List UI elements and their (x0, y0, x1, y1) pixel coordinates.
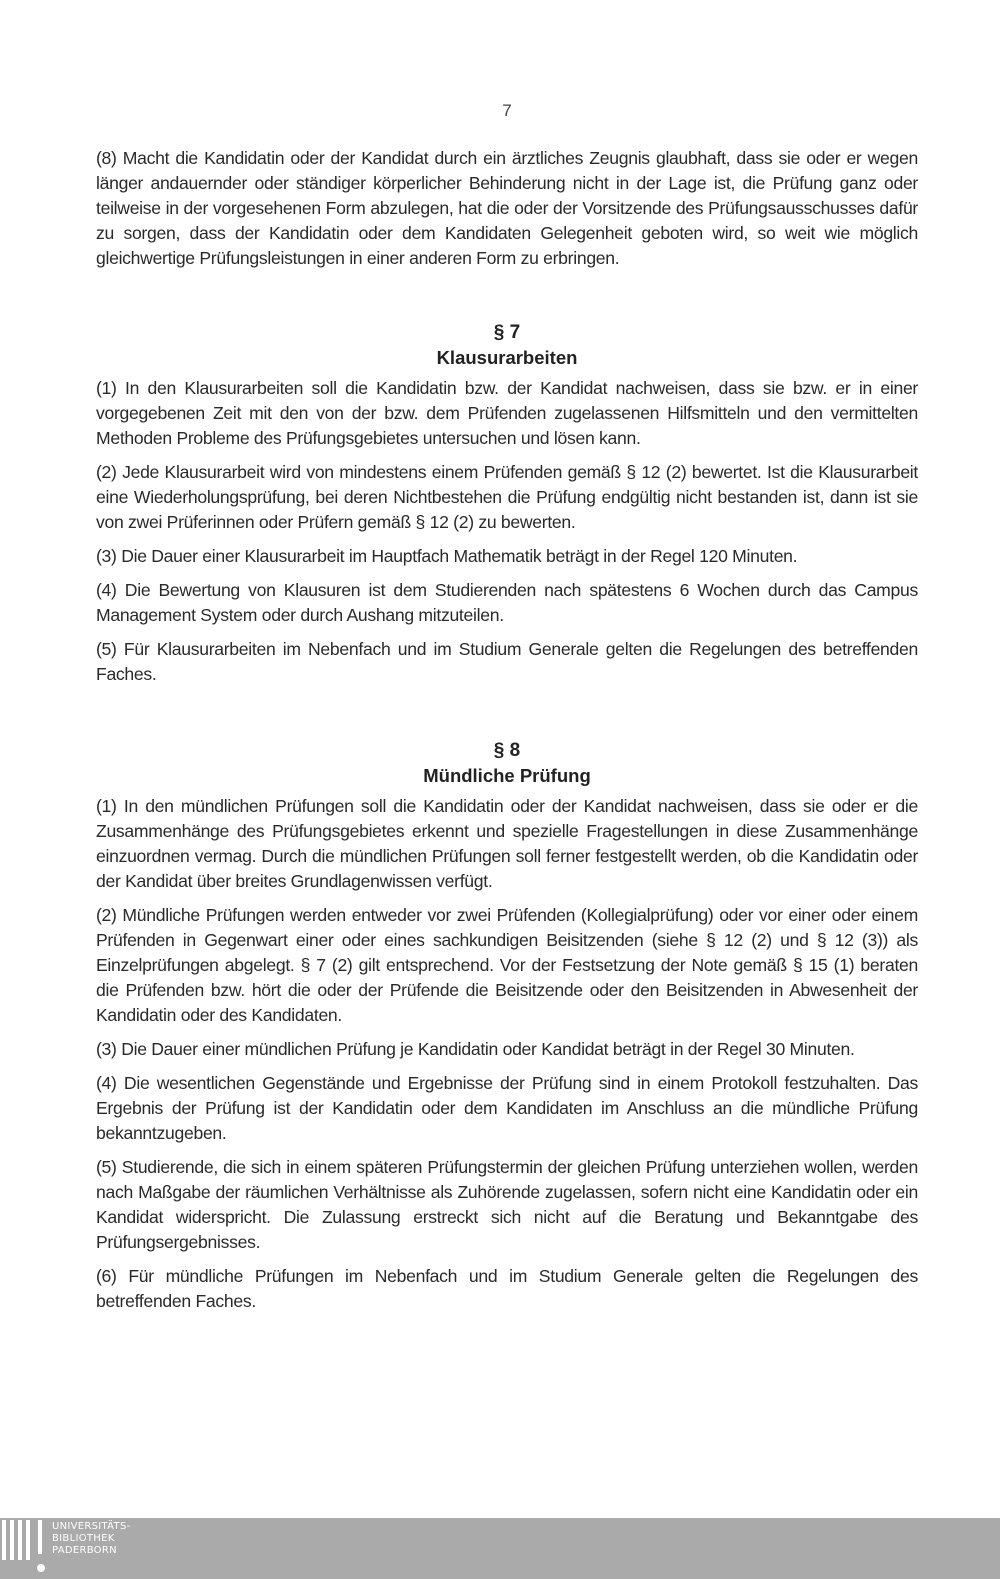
document-body (96, 146, 918, 1323)
section-heading (96, 738, 918, 788)
logo-line: PADERBORN (52, 1545, 117, 1556)
library-logo (0, 1518, 131, 1579)
library-logo-icon (0, 1518, 48, 1579)
logo-line: UNIVERSITÄTS- (52, 1521, 131, 1532)
paragraph-8-3: (3) Die Dauer einer mündlichen Prüfung je Kandidatin oder Kandidat beträgt in der Regel 30 Minuten. (96, 1039, 855, 1059)
paragraph-7-2: (2) Jede Klausurarbeit wird von mindestens einem Prüfenden gemäß § 12 (2) bewertet. Ist die Klausurarbeit eine Wiederholungsprüfung, bei deren Nichtbestehen die Prüfung endgültig nicht bestanden ist, dann ist sie von zwei Prüferinnen oder Prüfern gemäß § 12 (2) zu bewerten. (96, 462, 918, 532)
paragraph-8-6: (6) Für mündliche Prüfungen im Nebenfach und im Studium Generale gelten die Regelungen des betreffenden Faches. (96, 1266, 918, 1311)
paragraph-6-8: (8) Macht die Kandidatin oder der Kandidat durch ein ärztliches Zeugnis glaubhaft, dass sie oder er wegen länger andauernder oder ständiger körperlicher Behinderung nicht in der Lage ist, die Prüfung ganz oder teilweise in der vorgesehenen Form abzulegen, hat die oder der Vorsitzende des Prüfungsausschusses dafür zu sorgen, dass der Kandidatin oder dem Kandidaten Gelegenheit geboten wird, so weit wie möglich gleichwertige Prüfungsleistungen in einer anderen Form zu erbringen. (96, 148, 918, 268)
section-title: Klausurarbeiten (436, 347, 578, 368)
section-number: § 8 (493, 740, 521, 761)
section-7 (96, 320, 918, 687)
section-title: Mündliche Prüfung (423, 765, 591, 786)
footer-bar (0, 1518, 1000, 1579)
paragraph-8-1: (1) In den mündlichen Prüfungen soll die Kandidatin oder der Kandidat nachweisen, dass sie oder er die Zusammenhänge des Prüfungsgebietes erkennt und spezielle Fragestellungen in diese Zusammenhänge einzuordnen vermag. Durch die mündlichen Prüfungen soll ferner festgestellt werden, ob die Kandidatin oder der Kandidat über breites Grundlagenwissen verfügt. (96, 796, 918, 891)
section-8 (96, 738, 918, 1314)
section-heading (96, 320, 918, 370)
paragraph-7-4: (4) Die Bewertung von Klausuren ist dem Studierenden nach spätestens 6 Wochen durch das Campus Management System oder durch Aushang mitzuteilen. (96, 580, 918, 625)
paragraph-8-2: (2) Mündliche Prüfungen werden entweder vor zwei Prüfenden (Kollegialprüfung) oder vor einer oder einem Prüfenden in Gegenwart einer oder eines sachkundigen Beisitzenden (siehe § 12 (2) und § 12 (3)) als Einzelprüfungen abgelegt. § 7 (2) gilt entsprechend. Vor der Festsetzung der Note gemäß § 15 (1) beraten die Prüfenden bzw. hört die oder der Prüfende die Beisitzende oder den Beisitzenden in Abwesenheit der Kandidatin oder des Kandidaten. (96, 905, 918, 1025)
page-number: 7 (502, 101, 512, 120)
paragraph-7-1: (1) In den Klausurarbeiten soll die Kandidatin bzw. der Kandidat nachweisen, dass sie bzw. er in einer vorgegebenen Zeit mit den von der bzw. dem Prüfenden zugelassenen Hilfsmitteln und den vermittelten Methoden Probleme des Prüfungsgebietes untersuchen und lösen kann. (96, 378, 918, 448)
paragraph-8-4: (4) Die wesentlichen Gegenstände und Ergebnisse der Prüfung sind in einem Protokoll festzuhalten. Das Ergebnis der Prüfung ist der Kandidatin oder dem Kandidaten im Anschluss an die mündliche Prüfung bekanntzugeben. (96, 1073, 918, 1143)
logo-line: BIBLIOTHEK (52, 1533, 115, 1544)
library-logo-text (52, 1521, 131, 1557)
section-number: § 7 (493, 322, 521, 343)
paragraph-8-5: (5) Studierende, die sich in einem späteren Prüfungstermin der gleichen Prüfung unterziehen wollen, werden nach Maßgabe der räumlichen Verhältnisse als Zuhörende zugelassen, sofern nicht eine Kandidatin oder ein Kandidat widerspricht. Die Zulassung erstreckt sich nicht auf die Beratung und Bekanntgabe des Prüfungsergebnisses. (96, 1157, 918, 1252)
paragraph-7-3: (3) Die Dauer einer Klausurarbeit im Hauptfach Mathematik beträgt in der Regel 120 Minuten. (96, 546, 798, 566)
paragraph-7-5: (5) Für Klausurarbeiten im Nebenfach und im Studium Generale gelten die Regelungen des betreffenden Faches. (96, 639, 918, 684)
